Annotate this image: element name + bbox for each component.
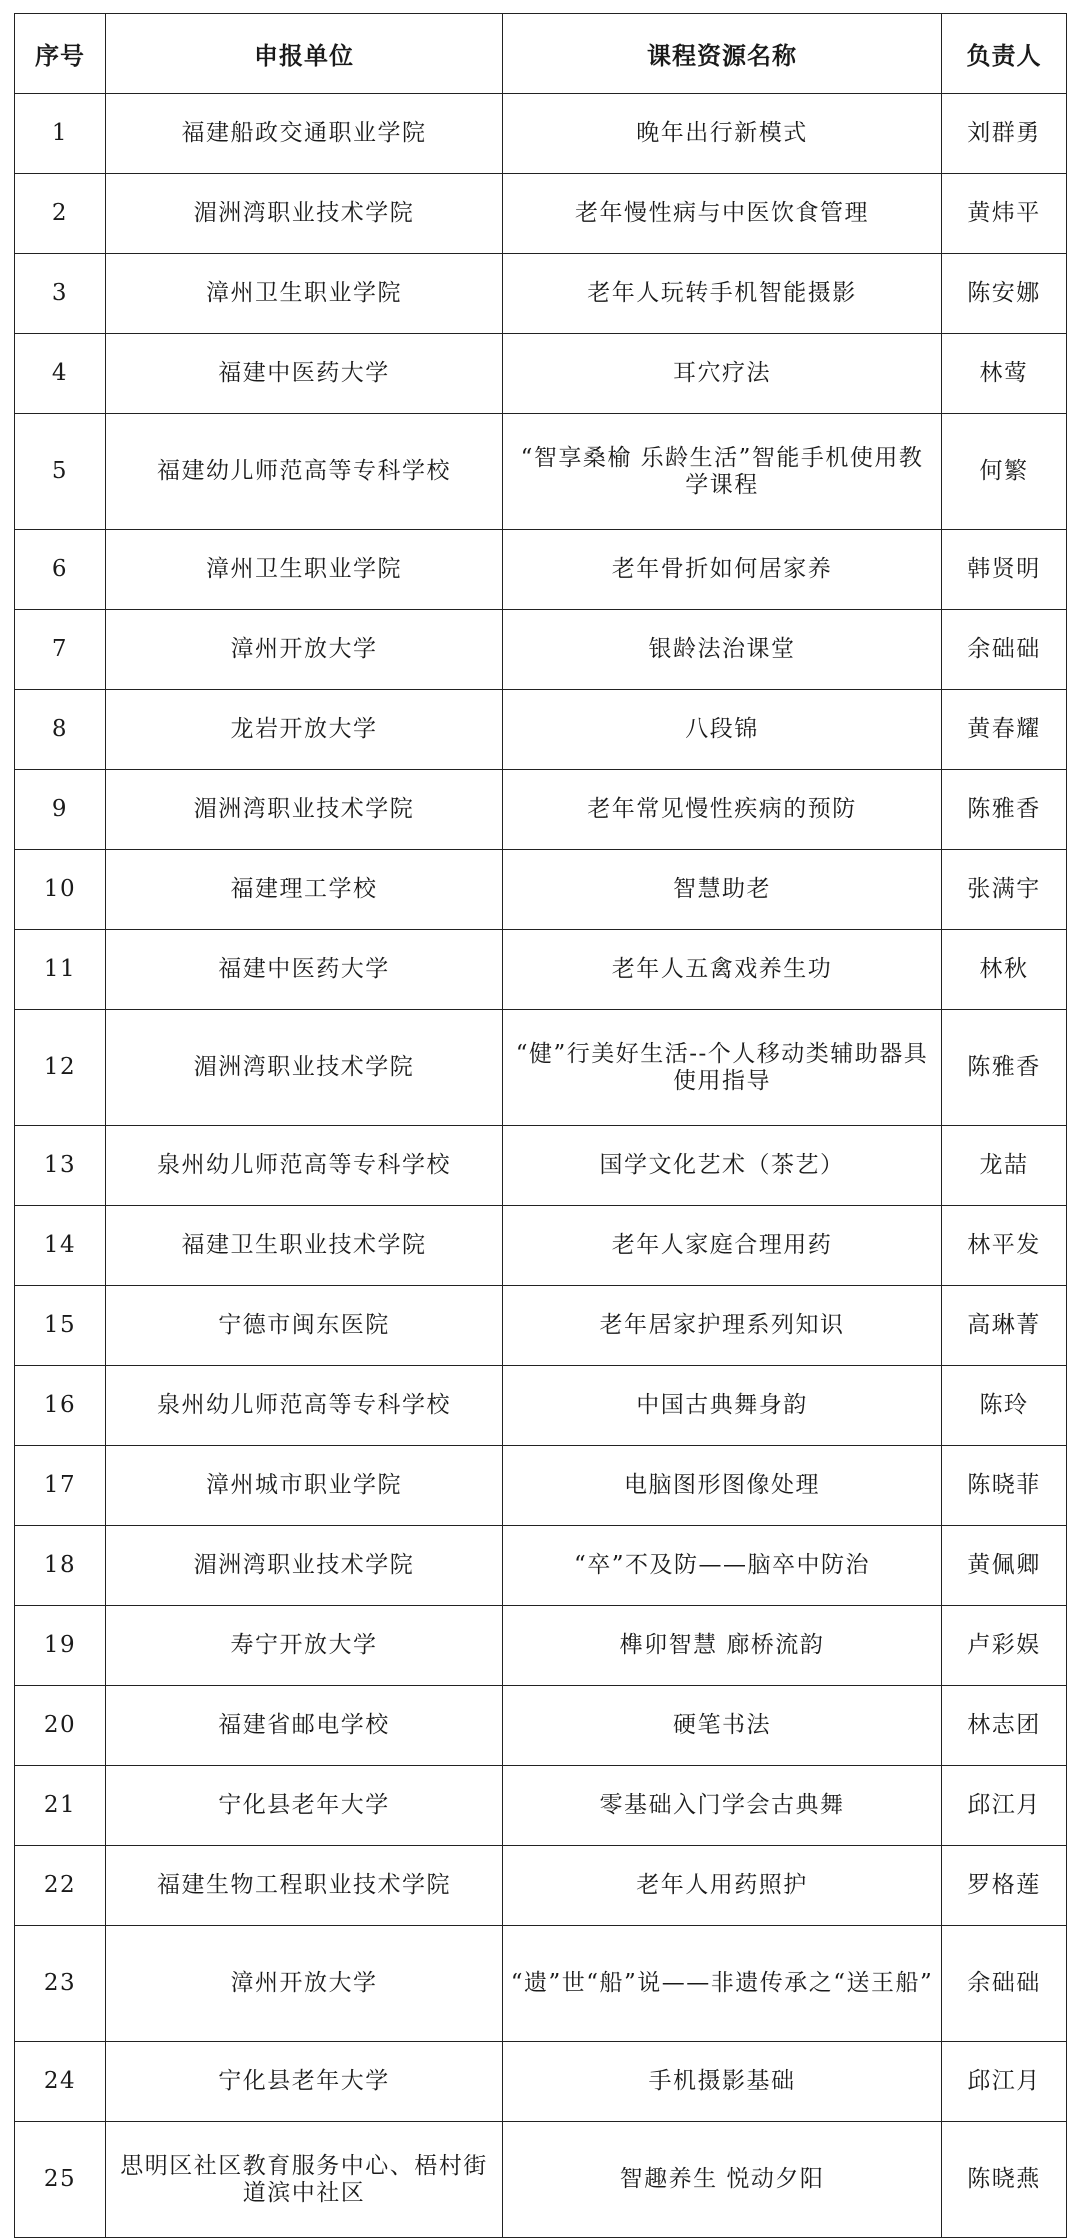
row-no-cell: 12 — [15, 1010, 106, 1126]
row-person-cell: 林莺 — [942, 334, 1067, 414]
row-no-cell: 4 — [15, 334, 106, 414]
row-unit-cell: 泉州幼儿师范高等专科学校 — [106, 1366, 503, 1446]
row-course-cell: “卒”不及防——脑卒中防治 — [503, 1526, 942, 1606]
row-person-cell: 卢彩娱 — [942, 1606, 1067, 1686]
table-row — [15, 254, 1067, 334]
row-unit-cell: 寿宁开放大学 — [106, 1606, 503, 1686]
row-person-cell: 林秋 — [942, 930, 1067, 1010]
row-person-cell: 陈玲 — [942, 1366, 1067, 1446]
table-row — [15, 1366, 1067, 1446]
row-person-cell: 邱江月 — [942, 1766, 1067, 1846]
table-row — [15, 1206, 1067, 1286]
row-person-cell: 张满宇 — [942, 850, 1067, 930]
row-no-cell: 11 — [15, 930, 106, 1010]
row-unit-cell: 思明区社区教育服务中心、梧村街道滨中社区 — [106, 2122, 503, 2238]
table-row — [15, 530, 1067, 610]
table-row — [15, 94, 1067, 174]
row-no-cell: 1 — [15, 94, 106, 174]
row-course-cell: 零基础入门学会古典舞 — [503, 1766, 942, 1846]
table-row — [15, 1010, 1067, 1126]
row-person-cell: 林志团 — [942, 1686, 1067, 1766]
row-person-cell: 韩贤明 — [942, 530, 1067, 610]
row-unit-cell: 漳州开放大学 — [106, 610, 503, 690]
row-no-cell: 24 — [15, 2042, 106, 2122]
row-unit-cell: 漳州开放大学 — [106, 1926, 503, 2042]
row-person-cell: 林平发 — [942, 1206, 1067, 1286]
row-no-cell: 13 — [15, 1126, 106, 1206]
row-person-cell: 陈晓燕 — [942, 2122, 1067, 2238]
table-row — [15, 1766, 1067, 1846]
header-person: 负责人 — [942, 14, 1067, 94]
row-person-cell: 黄炜平 — [942, 174, 1067, 254]
row-course-cell: 八段锦 — [503, 690, 942, 770]
table-row — [15, 1686, 1067, 1766]
table-row — [15, 1526, 1067, 1606]
row-person-cell: 罗格莲 — [942, 1846, 1067, 1926]
row-person-cell: 余础础 — [942, 1926, 1067, 2042]
row-person-cell: 陈晓菲 — [942, 1446, 1067, 1526]
row-course-cell: 手机摄影基础 — [503, 2042, 942, 2122]
row-course-cell: 耳穴疗法 — [503, 334, 942, 414]
row-person-cell: 龙喆 — [942, 1126, 1067, 1206]
row-unit-cell: 福建生物工程职业技术学院 — [106, 1846, 503, 1926]
row-no-cell: 17 — [15, 1446, 106, 1526]
row-course-cell: 老年居家护理系列知识 — [503, 1286, 942, 1366]
course-resource-table — [14, 13, 1067, 2238]
table-row — [15, 1286, 1067, 1366]
header-unit: 申报单位 — [106, 14, 503, 94]
row-person-cell: 余础础 — [942, 610, 1067, 690]
row-person-cell: 刘群勇 — [942, 94, 1067, 174]
row-unit-cell: 泉州幼儿师范高等专科学校 — [106, 1126, 503, 1206]
row-no-cell: 15 — [15, 1286, 106, 1366]
row-unit-cell: 福建中医药大学 — [106, 930, 503, 1010]
table-row — [15, 414, 1067, 530]
table-row — [15, 2042, 1067, 2122]
row-no-cell: 2 — [15, 174, 106, 254]
row-course-cell: “健”行美好生活--个人移动类辅助器具使用指导 — [503, 1010, 942, 1126]
row-unit-cell: 福建省邮电学校 — [106, 1686, 503, 1766]
row-unit-cell: 漳州城市职业学院 — [106, 1446, 503, 1526]
row-course-cell: 老年人五禽戏养生功 — [503, 930, 942, 1010]
table-row — [15, 850, 1067, 930]
row-course-cell: 银龄法治课堂 — [503, 610, 942, 690]
row-no-cell: 25 — [15, 2122, 106, 2238]
row-no-cell: 5 — [15, 414, 106, 530]
row-person-cell: 陈雅香 — [942, 770, 1067, 850]
table-row — [15, 334, 1067, 414]
header-no: 序号 — [15, 14, 106, 94]
row-unit-cell: 宁德市闽东医院 — [106, 1286, 503, 1366]
table-row — [15, 1846, 1067, 1926]
row-course-cell: 晚年出行新模式 — [503, 94, 942, 174]
row-course-cell: 老年人用药照护 — [503, 1846, 942, 1926]
row-unit-cell: 湄洲湾职业技术学院 — [106, 770, 503, 850]
row-person-cell: 邱江月 — [942, 2042, 1067, 2122]
table-row — [15, 930, 1067, 1010]
table-row — [15, 174, 1067, 254]
table-header-row — [15, 14, 1067, 94]
row-no-cell: 9 — [15, 770, 106, 850]
row-no-cell: 18 — [15, 1526, 106, 1606]
row-no-cell: 16 — [15, 1366, 106, 1446]
row-course-cell: 电脑图形图像处理 — [503, 1446, 942, 1526]
row-course-cell: “遗”世“船”说——非遗传承之“送王船” — [503, 1926, 942, 2042]
row-person-cell: 黄佩卿 — [942, 1526, 1067, 1606]
row-course-cell: 老年慢性病与中医饮食管理 — [503, 174, 942, 254]
row-course-cell: 老年人玩转手机智能摄影 — [503, 254, 942, 334]
row-no-cell: 21 — [15, 1766, 106, 1846]
row-course-cell: 老年人家庭合理用药 — [503, 1206, 942, 1286]
row-no-cell: 23 — [15, 1926, 106, 2042]
row-unit-cell: 漳州卫生职业学院 — [106, 254, 503, 334]
row-unit-cell: 福建船政交通职业学院 — [106, 94, 503, 174]
row-course-cell: 中国古典舞身韵 — [503, 1366, 942, 1446]
row-course-cell: 榫卯智慧 廊桥流韵 — [503, 1606, 942, 1686]
row-no-cell: 22 — [15, 1846, 106, 1926]
row-unit-cell: 福建中医药大学 — [106, 334, 503, 414]
row-no-cell: 20 — [15, 1686, 106, 1766]
row-person-cell: 何繁 — [942, 414, 1067, 530]
row-unit-cell: 湄洲湾职业技术学院 — [106, 1010, 503, 1126]
row-unit-cell: 漳州卫生职业学院 — [106, 530, 503, 610]
row-course-cell: “智享桑榆 乐龄生活”智能手机使用教学课程 — [503, 414, 942, 530]
row-course-cell: 国学文化艺术（茶艺） — [503, 1126, 942, 1206]
row-no-cell: 6 — [15, 530, 106, 610]
table-row — [15, 610, 1067, 690]
table-body — [15, 94, 1067, 2238]
row-course-cell: 老年常见慢性疾病的预防 — [503, 770, 942, 850]
row-course-cell: 智趣养生 悦动夕阳 — [503, 2122, 942, 2238]
table-row — [15, 1446, 1067, 1526]
row-no-cell: 10 — [15, 850, 106, 930]
table-row — [15, 1606, 1067, 1686]
table-row — [15, 2122, 1067, 2238]
row-person-cell: 陈雅香 — [942, 1010, 1067, 1126]
row-person-cell: 高琳菁 — [942, 1286, 1067, 1366]
row-unit-cell: 福建理工学校 — [106, 850, 503, 930]
table-row — [15, 1926, 1067, 2042]
row-unit-cell: 湄洲湾职业技术学院 — [106, 174, 503, 254]
row-unit-cell: 福建卫生职业技术学院 — [106, 1206, 503, 1286]
row-unit-cell: 宁化县老年大学 — [106, 2042, 503, 2122]
row-no-cell: 3 — [15, 254, 106, 334]
row-no-cell: 19 — [15, 1606, 106, 1686]
header-course: 课程资源名称 — [503, 14, 942, 94]
row-course-cell: 硬笔书法 — [503, 1686, 942, 1766]
row-person-cell: 黄春耀 — [942, 690, 1067, 770]
row-unit-cell: 福建幼儿师范高等专科学校 — [106, 414, 503, 530]
row-no-cell: 14 — [15, 1206, 106, 1286]
table-row — [15, 1126, 1067, 1206]
table-row — [15, 770, 1067, 850]
row-unit-cell: 龙岩开放大学 — [106, 690, 503, 770]
row-unit-cell: 宁化县老年大学 — [106, 1766, 503, 1846]
row-no-cell: 7 — [15, 610, 106, 690]
row-no-cell: 8 — [15, 690, 106, 770]
table-row — [15, 690, 1067, 770]
row-course-cell: 老年骨折如何居家养 — [503, 530, 942, 610]
row-course-cell: 智慧助老 — [503, 850, 942, 930]
row-unit-cell: 湄洲湾职业技术学院 — [106, 1526, 503, 1606]
row-person-cell: 陈安娜 — [942, 254, 1067, 334]
